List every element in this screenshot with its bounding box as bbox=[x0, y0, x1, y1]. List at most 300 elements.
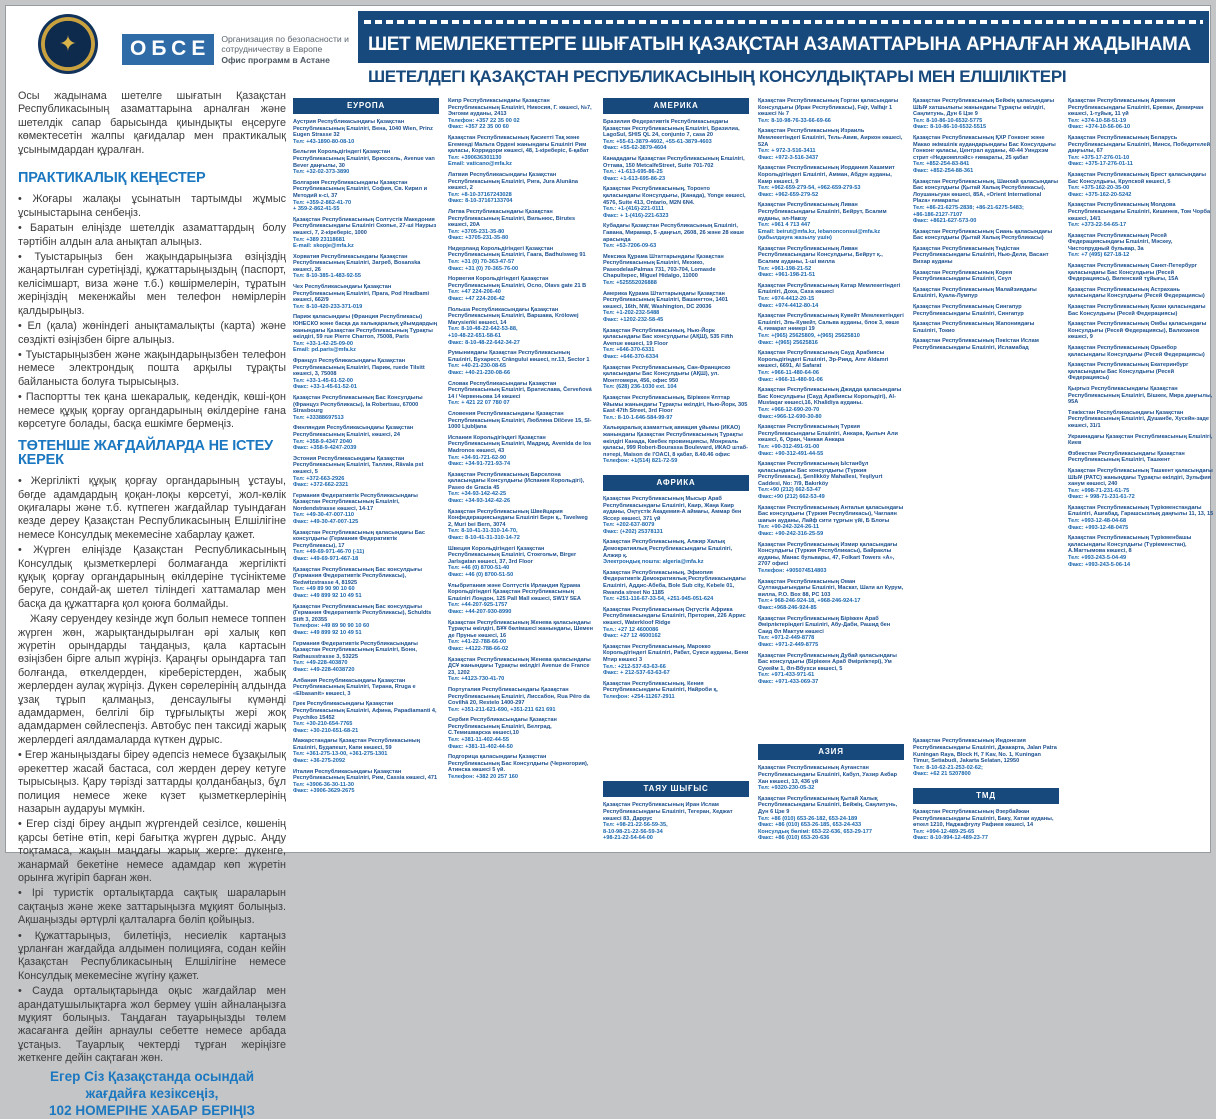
entry-contact-line: Факс: +49-69-971-467-18 bbox=[293, 556, 359, 563]
entry-contact-line: Тел: +372-663-2926 bbox=[293, 475, 345, 482]
entry-name-address: Қазақстан Республикасының, Нью-Йорк қаласындағы Бас консулдығы (АҚШ), 535 Fifth Avenue көшесі, 19 Floor bbox=[603, 327, 734, 347]
entry-name-address: Қазақстан Республикасының Жапониядағы Елшілігі, Токио bbox=[913, 321, 1035, 334]
entry-contact-line: Факс: 8-10-48-22-642-34-27 bbox=[448, 339, 520, 346]
entry-contact-line: Тел: +962-659-279-54, +962-659-279-53 bbox=[758, 185, 861, 192]
entry-contact-line: Тел: +31 (0) 70-363-47-57 bbox=[448, 259, 515, 266]
entry-name-address: Қазақстан Республикасының Женева қаласындағы ДСҰ жанындағы Тұрақты өкілдігі Avenue de France 23, 1202 bbox=[448, 656, 591, 676]
entry-contact-line: Тел: +993-243-5-04-49 bbox=[1068, 555, 1127, 562]
entry-name-address: Қазақстан Республикасының Иордания Хашимит Корольдігіндегі Елшілігі, Амман, Абдун ауданы, Камр көшесі, 9 bbox=[758, 165, 895, 185]
entry-contact-line: Тел: +389 23118681 bbox=[293, 236, 345, 243]
entry-contact-line: Факс: +1202-232-58-45 bbox=[603, 317, 664, 324]
directory-entry bbox=[1068, 321, 1214, 341]
entry-name-address: Қазақстан Республикасының Бас Консулдығы (Француз Республикасы), la Robertsau, 67000 Strasbourg bbox=[293, 394, 423, 415]
entry-contact-line: Факс: +86 (010) 653-20-636 bbox=[758, 835, 830, 842]
entry-name-address: Қазақстан Республикасының Израиль Мемлекетіндегі Елшілігі, Тель-Авив, Аиркон көшесі, 52А bbox=[758, 128, 903, 148]
sidebar-sections bbox=[18, 163, 286, 1068]
entry-contact-line: Email: pd.paris@mfa.kz bbox=[293, 347, 356, 354]
entry-name-address: Швеция Корольдігіндегі Қазақстан Республикасының Елшілігі, Стокгольм, Birger Jarlsgatan көшесі, 37, 3rd Floor bbox=[448, 545, 577, 565]
entry-contact-line: Тел: (628) 236-1030 ext. 104 bbox=[603, 384, 677, 391]
entry-contact-line: Факс: +34-91-721-93-74 bbox=[448, 461, 511, 468]
entry-contact-line: Электрондық пошта: algeria@mfa.kz bbox=[603, 559, 704, 566]
directory-entry bbox=[448, 172, 594, 205]
directory-entry bbox=[293, 456, 439, 489]
entry-contact-line: Тел: +966-12-690-20-70 bbox=[758, 406, 820, 413]
entry-contact-line: Тел: + 972-3-516-3411 bbox=[758, 148, 816, 155]
directory-entry bbox=[603, 395, 749, 421]
entry-contact-line: Тел: +202-637-8079 bbox=[603, 522, 655, 529]
entry-name-address: Бразилия Федеративтік Республикасындағы Қазақстан Республикасының Елшілігі, Бразилиа, LagoSul, SHIS QL 24, conjunto 7, casa 20 bbox=[603, 119, 740, 139]
directory-column-6 bbox=[1068, 98, 1214, 846]
entry-contact-line: Тел.: +27 12 4600086 bbox=[603, 626, 659, 633]
directory-entry bbox=[603, 496, 749, 536]
entry-name-address: Литва Республикасындағы Қазақстан Республикасының Елшілігі, Вильнюс, Birutes көшесі, 20А bbox=[448, 208, 576, 229]
entry-name-address: Албания Республикасындағы Қазақстан Республикасының Елшілігі, Тирана, Rruga e «Elbasanit» көшесі, 3 bbox=[293, 677, 416, 697]
entry-name-address: Қазақстан Республикасының Армения Республикасындағы Елшілігі, Ереван, Демирчан көшесі, 1-тұйық, 11 үй bbox=[1068, 98, 1204, 118]
emergency-notice-line2: 102 НОМЕРІНЕ ХАБАР БЕРІҢІЗ bbox=[49, 1102, 255, 1118]
title-bar bbox=[358, 11, 1209, 63]
entry-contact-line: Тел: +971-433-971-61 bbox=[758, 672, 815, 679]
directory-column-1 bbox=[293, 98, 439, 846]
directory-entry bbox=[293, 493, 439, 526]
entry-name-address: Қазақстан Республикасының ҚХР Гонконг және Макао әкімшілік аудандарындағы Бас Консулдығы Гонконг қаласы, Централ ауданы, 40-44 Уиндхэм стрит «Недкомплэйс» ғимараты, 25 қабат bbox=[913, 134, 1056, 161]
directory-entry bbox=[448, 350, 594, 376]
entry-name-address: Қазақстан Республикасының Ресей Федерациясындағы Елшілігі, Мәскеу, Чистопрудный бульвар, 3а bbox=[1068, 232, 1173, 252]
entry-contact-line: Факс: +86 (010) 653-26-185, 653-24-433 bbox=[758, 822, 862, 829]
entry-contact-line: Факс: 8-10-41-31-310-14-72 bbox=[448, 535, 520, 542]
sidebar-section-heading: ТӨТЕНШЕ ЖАҒДАЙЛАРДА НЕ ІСТЕУ КЕРЕК bbox=[18, 438, 273, 468]
directory-column-4 bbox=[758, 98, 904, 846]
entry-name-address: Сербия Республикасындағы Қазақстан Республикасының Елшілігі, Белград, С.Темишварска көшесі,10 bbox=[448, 717, 557, 737]
entry-contact-line: Факс: +8621-627-573-00 bbox=[913, 218, 977, 225]
osce-caption bbox=[221, 34, 349, 65]
directory-entry bbox=[758, 98, 904, 124]
entry-contact-line: Факс: +1-613-695-86-23 bbox=[603, 175, 666, 182]
entry-contact-line: Факс: +34-93-142-42-26 bbox=[448, 498, 511, 505]
sidebar-bullet-item: • Сауда орталықтарында оқыс жағдайлар мен арандатушылықтарға жол бермеу үшін айналаңызға мұқият болыңыз. Таңдаған тауарыңызды төлем жасағанға дейін арнаулы себетте немесе арбада ұстаңыз. Тауарлық чектерді тұрған жеріңізге жеткенге дейін сақтаған жөн. bbox=[18, 985, 286, 1065]
directory-entry bbox=[758, 579, 904, 612]
entry-contact-line: Факс: +3705-231-35-80 bbox=[448, 235, 509, 242]
directory-entry bbox=[293, 567, 439, 600]
emergency-notice bbox=[18, 1068, 286, 1119]
entry-name-address: Қазақстан Республикасының Измир қаласындағы Консулдығы (Түркия Республикасы), Байраклы ауданы, Манас бульвары, 47, Folkart Towers «A», 2707 офисі bbox=[758, 541, 898, 568]
entry-contact-line: Факс: +646-370-6334 bbox=[603, 354, 659, 360]
entry-name-address: Германия Федеративтік Республикасындағы Қазақстан Республикасының Елшілігі, Nordendstrasse көшесі, 14-17 bbox=[293, 492, 418, 512]
entry-contact-line: Факс: +372-662-2321 bbox=[293, 482, 349, 489]
entry-contact-line: Тел: +55-61-3879-4602, +55-61-3879-4603 bbox=[603, 138, 712, 145]
directory-entry bbox=[603, 607, 749, 640]
entry-name-address: Канададағы Қазақстан Республикасының Елшілігі, Оттава, 150 MetcalfeStreet, Suite 701-702 bbox=[603, 155, 745, 169]
entry-contact-line: Тел: +3906-36-30-11-30 bbox=[293, 781, 354, 788]
entry-contact-line: Факс: +3906-3629-2675 bbox=[293, 788, 355, 795]
entry-contact-line: Тел: +3705-231-35-80 bbox=[448, 228, 505, 235]
directory-entry bbox=[1068, 468, 1214, 501]
entry-name-address: Қазақстан Республикасының Түрікменстандағы Елшілігі, Ашғабад, Гарашсызлық даңғылы 11, 13, 15 bbox=[1068, 504, 1214, 518]
directory-entry bbox=[293, 180, 439, 213]
entry-name-address: Қазақстан Республикасының, Біріккен Ұлттар Ұйымы жанындағы Тұрақты өкілдігі, Нью-Йорк, 305 East 47th Street, 3rd Floor bbox=[603, 394, 748, 415]
directory-entry bbox=[1068, 386, 1214, 406]
directory-entry bbox=[448, 472, 594, 505]
entry-contact-line: Тел: +375-17-276-01-10 bbox=[1068, 154, 1130, 161]
osce-caption-line2: сотрудничеству в Европе bbox=[221, 44, 323, 55]
entry-contact-line: Факс: +30-210-651-68-21 bbox=[293, 727, 359, 734]
entry-name-address: Бельгия Корольдігіндегі Қазақстан Республикасының Елшілігі, Брюссель, Avenue van Bever даңғылы, 30 bbox=[293, 149, 435, 169]
directory-entry bbox=[448, 620, 594, 653]
sidebar-bullet-item: • Ірі туристік орталықтарда сақтық шараларын сақтаңыз және жеке заттарыңызға мұқият болыңыз. Ақшаңызды әртүрлі қалталарға бөліп қойыңыз. bbox=[18, 887, 286, 927]
entry-name-address: Қазақстан Республикасының Швейцария Конфедерациясындағы Елшілігі Берн қ., Tavelweg 2, Muri bei Bern, 3074 bbox=[448, 508, 588, 528]
directory-entry bbox=[1068, 172, 1214, 198]
entry-contact-line: Тел: +375-162-20-35-00 bbox=[1068, 185, 1130, 192]
entry-name-address: Нидерланд Корольдігіндегі Қазақстан Республикасының Елшілігі, Гаага, Badhuisweg 91 bbox=[448, 245, 586, 259]
entry-name-address: Испания Корольдігіндегі Қазақстан Республикасының Елшілігі, Мадрид, Avenida de los Madronos көшесі, 43 bbox=[448, 434, 592, 454]
osce-logo: ОБСЕ bbox=[122, 34, 214, 65]
directory-entry bbox=[448, 307, 594, 347]
entry-name-address: Қазақстан Республикасының Астрахань қаласындағы Консулдығы (Ресей Федерациясы) bbox=[1068, 286, 1205, 300]
directory-entry bbox=[448, 246, 594, 272]
entry-contact-line: Тел: +33388697513 bbox=[293, 414, 344, 421]
entry-contact-line: Тел: 8-10-48-22-642-53-88, bbox=[448, 326, 518, 333]
entry-contact-line: Тел: +86 (010) 653-26-182, 653-24-189 bbox=[758, 815, 858, 822]
entry-contact-line: Факс: +374-10-56-06-10 bbox=[1068, 124, 1131, 131]
directory-entry bbox=[913, 179, 1059, 225]
entry-contact-line: Тел: +49-69-971-46-70 (-11) bbox=[293, 549, 365, 556]
kazakhstan-emblem-logo bbox=[38, 14, 98, 74]
entry-contact-line: Факс: +357 22 35 00 60 bbox=[448, 124, 509, 131]
region-section-header: АМЕРИКА bbox=[603, 98, 749, 114]
directory-entry bbox=[448, 98, 594, 131]
directory-entry bbox=[758, 387, 904, 420]
entry-contact-line: Факс: (+202) 25378131 bbox=[603, 528, 663, 535]
entry-contact-line: Факс: +381-11-402-44-50 bbox=[448, 743, 513, 750]
entry-name-address: Польша Республикасындағы Қазақстан Республикасының Елшілігі, Варшава, Królowej Marysieńki көшесі, 14 bbox=[448, 306, 579, 326]
directory-entry bbox=[758, 246, 904, 279]
entry-contact-line: Тел: 8-10-385-1-483-92-55 bbox=[293, 273, 361, 280]
entry-contact-line: Тел: +98-21-22-56-59-35, bbox=[603, 822, 668, 829]
sidebar-bullet-item: • Баратын еліңізде шетелдік азаматтардың болу тәртібін алдын ала анықтап алыңыз. bbox=[18, 222, 286, 248]
entry-name-address: Германия Федеративтік Республикасындағы Қазақстан Республикасының Елшілігі, Бонн, Rathausstrasse 3, 53225 bbox=[293, 640, 418, 660]
entry-name-address: Қырғыз Республикасындағы Қазақстан Республикасының Елшілігі, Бішкек, Мира даңғылы, 95А bbox=[1068, 385, 1213, 406]
directory-entry bbox=[603, 291, 749, 324]
entry-name-address: Чех Республикасындағы Қазақстан Республикасының Елшілігі, Прага, Pod Hradbami көшесі, 662/9 bbox=[293, 284, 430, 304]
entry-name-address: Қазақстан Республикасының Бас консулдығы (Германия Федеративтік Республикасы), Redwitzstrasse 4, 81925 bbox=[293, 566, 422, 586]
entry-contact-line: Факс: +62 21 5207800 bbox=[913, 771, 971, 778]
entry-contact-line: Тел:+ 968-246-924-18, +968-246-924-17 bbox=[758, 598, 861, 605]
region-section-header: АЗИЯ bbox=[758, 744, 904, 760]
entry-contact-line: +10-48-22-651-58-61 bbox=[448, 333, 502, 339]
entry-contact-line: Тел: +(965) 25625809, +(965) 25625810 bbox=[758, 333, 860, 339]
directory-entry bbox=[448, 135, 594, 168]
entry-name-address: Париж қаласындағы (Франция Республикасы) ЮНЕСКО және басқа да халықаралық ұйымдардың жанындағы Қазақстан Республикасының Тұрақты өкілдігі, 59 rue Pierre Charron, 75008, Paris bbox=[293, 314, 438, 341]
entry-contact-line: Факс: +972-3-516-3437 bbox=[758, 154, 819, 161]
entry-contact-line: +98-21-22-54-64-00 bbox=[603, 835, 653, 842]
directory-entry bbox=[913, 809, 1059, 842]
entry-name-address: Грек Республикасындағы Қазақстан Республикасының Елшілігі, Афина, Papadiamanti 4, Psychiko 15452 bbox=[293, 701, 437, 721]
entry-contact-line: Факс: 8-10-994-12-489-23-77 bbox=[913, 835, 988, 842]
emblem-eagle-icon: ✦ bbox=[58, 31, 78, 56]
entry-name-address: Мажарстандағы Қазақстан Республикасының Елшілігі, Будапешт, Капи көшесі, 59 bbox=[293, 738, 421, 751]
entry-contact-line: Тел: 8-10-420-233-371-019 bbox=[293, 303, 363, 310]
entry-contact-line: Факс: 8-10-86-10-6532-5515 bbox=[913, 124, 987, 131]
sidebar-bullet-item: • Жоғары жалақы ұсынатын тартымды жұмыс ұсыныстарына сенбеңіз. bbox=[18, 193, 286, 219]
directory-entry bbox=[448, 754, 594, 780]
directory-entry bbox=[603, 186, 749, 219]
entry-name-address: Қазақстан Республикасының Дубай қаласындағы Бас консулдығы (Біріккен Араб Әмірліктері), Ум Сукейм 1, Әл-Вбухси көшесі, 5 bbox=[758, 652, 897, 672]
entry-contact-line: Тел: 8-10-62-21-253-02-62; bbox=[913, 764, 983, 771]
entry-contact-line: Факс: +44-207-930-8990 bbox=[448, 608, 512, 615]
entry-name-address: Қазақстан Республикасының Мысыр Араб Республикасындағы Елшілігі, Каир, Жаңа Каир ауданы, Оңтүстік Академия-А аймағы, Аммар бен Яссер көшесі, 371 үй bbox=[603, 495, 742, 522]
entry-contact-line: Факс:+90 (212) 662-53-49 bbox=[758, 494, 825, 501]
directory-entry bbox=[758, 616, 904, 649]
directory-entry bbox=[1068, 287, 1214, 300]
entry-name-address: Қазақстан Республикасының Пәкістан Ислам Республикасындағы Елшілігі, Исламабад bbox=[913, 338, 1039, 351]
directory-entry bbox=[448, 276, 594, 302]
entry-contact-line: Факс: +49-30-47-007-125 bbox=[293, 519, 359, 526]
directory-entry bbox=[603, 425, 749, 465]
entry-name-address: Финляндия Республикасындағы Қазақстан Республикасының Елшілігі, көшесі, 24 bbox=[293, 425, 414, 438]
entry-contact-line: Тел.: +1-(416)-221-0111 bbox=[603, 206, 664, 213]
directory-entry bbox=[913, 738, 1059, 778]
entry-contact-line: Тел: +994-12-489-25-65 bbox=[913, 828, 975, 835]
entry-name-address: Қазақстан Республикасының Брест қаласындағы Бас Консулдығы, Крупской көшесі, 5 bbox=[1068, 171, 1207, 185]
entry-contact-line: Факс: +375-17-276-01-11 bbox=[1068, 161, 1133, 168]
entry-contact-line: Факс: 8-10-37167133704 bbox=[448, 198, 513, 205]
entry-contact-line: Тел: +34-91-721-62-90 bbox=[448, 454, 507, 461]
entry-contact-line: Факс: +33-1-45-61-52-01 bbox=[293, 384, 357, 391]
entry-contact-line: Факс: +971-2-449-8775 bbox=[758, 641, 819, 648]
entry-name-address: Қазақстан Республикасының Джидда қаласындағы Бас Консулдығы (Сауд Арабиясы Корольдігі), Al-Mustaqar көшесі,16, Khalidiya ауданы. bbox=[758, 387, 902, 407]
document-page bbox=[5, 5, 1214, 1118]
entry-contact-line: Тел: +86-21-6275-2838; +86-21-6275-5483; bbox=[913, 204, 1024, 211]
sidebar-bullet-item: • Ел (қала) жөніндегі анықтамалықты (карта) және сөздікті өзіңізбен бірге алыңыз. bbox=[18, 320, 286, 346]
directory-entry bbox=[293, 149, 439, 175]
entry-name-address: Қазақстан Республикасының Беларусь Республикасындағы Елшілігі, Минск, Победителей даңғылы, 67 bbox=[1068, 134, 1211, 155]
directory-entry bbox=[448, 381, 594, 407]
entry-contact-line: Факс: +971-433-069-37 bbox=[758, 678, 819, 685]
directory-entry bbox=[293, 738, 439, 764]
directory-entry bbox=[913, 304, 1059, 317]
directory-entry bbox=[1068, 505, 1214, 531]
entry-contact-line: Факс: +993-12-48-0475 bbox=[1068, 524, 1129, 531]
entry-contact-line: 8-10-98-21-22-56-59-34 bbox=[603, 828, 663, 835]
entry-name-address: Латвия Республикасындағы Қазақстан Республикасының Елшілігі, Рига, Jura Alunāna көшесі, 2 bbox=[448, 171, 578, 192]
entry-name-address: Қазақстан Республикасының, Шанхай қаласындағы Бас консулдығы (Қытай Халық Республикасы), Лоушаньгуан көшесі, 85А, «Orient International Plaza» ғимараты bbox=[913, 178, 1059, 205]
entry-contact-line: Факс: + 998-71-231-61-72 bbox=[1068, 494, 1135, 501]
entry-contact-line: Тел: +53-7206-09-63 bbox=[603, 243, 657, 250]
directory-entry bbox=[1068, 304, 1214, 317]
entry-contact-line: Тел: +998-71-231-61-75 bbox=[1068, 487, 1130, 494]
entry-contact-line: Тел: + 421 22 07 780 07 bbox=[448, 400, 510, 407]
entry-contact-line: Консулдық бөлімі: 653-22-636, 653-29-177 bbox=[758, 828, 873, 835]
entry-contact-line: Факс: +47 224-206-42 bbox=[448, 296, 505, 303]
sidebar-bullet-item: • Жүрген еліңізде Қазақстан Республикасының Консулдық қызметкерлері болмағанда жергілікті құқық қорғау органдарының өкілдеріне түсініктеме беруге, сондай-ақ шетел тіліндегі хаттамалар мен басқа да құжаттарға қол қоюға болмайды. bbox=[18, 544, 286, 610]
entry-name-address: Қазақстан Республикасының, Марокко Корольдігіндегі Елшілігі, Рабат, Сукси ауданы, Бени Мтир көшесі 3 bbox=[603, 643, 749, 663]
entry-contact-line: Тел: +646-370-6331 bbox=[603, 347, 655, 354]
directory-entry bbox=[1068, 345, 1214, 358]
entry-name-address: Қазақстан Республикасының Қазан қаласындағы Бас Консулдығы (Ресей Федерациясы) bbox=[1068, 304, 1206, 317]
directory-entry bbox=[603, 223, 749, 249]
entry-name-address: Қазақстан Республикасының Санкт-Петербург қаласындағы Бас Консулдығы (Ресей Федерациясы), Виленский тұйығы, 15А bbox=[1068, 263, 1198, 283]
directory-entry bbox=[758, 313, 904, 346]
directory-entry bbox=[758, 765, 904, 791]
entry-contact-line: Тел: +361-275-13-00, +361-275-1301 bbox=[293, 751, 388, 758]
entry-contact-line: Факс: +4122-788-66-02 bbox=[448, 645, 509, 652]
entry-name-address: Румыниядағы Қазақстан Республикасының Елшілігі, Бухарест, Crângului көшесі, nr.13, Sector 1 bbox=[448, 350, 590, 363]
entry-contact-line: Факс: +27 12 4600162 bbox=[603, 633, 661, 640]
entry-contact-line: Тел: +7 (495) 627-18-12 bbox=[1068, 252, 1130, 259]
directory-entry bbox=[913, 270, 1059, 283]
directory-entry bbox=[293, 314, 439, 354]
entry-contact-line: + 359-2-862-41-55 bbox=[293, 206, 340, 213]
directory-entry bbox=[1068, 535, 1214, 568]
entry-contact-line: Тел: +971-2-449-8778 bbox=[758, 635, 815, 642]
directory-entry bbox=[603, 644, 749, 677]
entry-contact-line: Факс: +90-312-491-44-55 bbox=[758, 450, 824, 457]
directory-entry bbox=[758, 424, 904, 457]
entry-name-address: Америка Құрама Штаттарындағы Қазақстан Республикасының Елшілігі, Вашингтон, 1401 көшесі, 16th, NW, Washington, DC 20036 bbox=[603, 290, 728, 310]
entry-contact-line: Тел: +40-21-230-08-65 bbox=[448, 363, 507, 370]
entry-name-address: Қазақстан Республикасының Ауғанстан Республикасындағы Елшілігі, Кабул, Уазир Акбар Хан көшесі, 13, 436 үй bbox=[758, 765, 897, 785]
entry-name-address: Қазақстан Республикасының, Кения Республикасындағы Елшілігі, Найроби қ, bbox=[603, 680, 718, 694]
entry-name-address: Қазақстан Республикасының Ливан Республикасындағы Елшілігі, Бейрут, Бсалим ауданы, әл-Навзу bbox=[758, 202, 887, 222]
entry-contact-line: Факс: + 1-(416)-221-6323 bbox=[603, 212, 669, 219]
entry-contact-line: Факс: +852-254-88-361 bbox=[913, 167, 974, 174]
consulate-directory bbox=[293, 98, 1214, 846]
sidebar-paragraph: Жаяу серуендеу кезінде жұп болып немесе топпен жүрген жөн, жарықтандырылған әрі халық көп жүретін орындарды таңдаңыз, қала картасын өзіңізбен бірге алып жүріңіз. Қараңғы орындарға тап болғанда, өткелдерден, кіреберістерден, жабық жерлерден аулақ жүріңіз. Дүкен сөрелерінің алдында ұзақ тұрып қалмаңыз, денсаулығы күмәнді адамдармен, белгілі бір тұрғылықты жері жоқ адамдармен сөйлеспеңіз. Автобус пен таксиді жарық жерлердегі аялдамаларда күткен дұрыс. bbox=[18, 613, 286, 746]
entry-name-address: Португалия Республикасындағы Қазақстан Республикасының Елшілігі, Лиссабон, Rua Pêro da Covilhã 20, Restelo 1400-297 bbox=[448, 686, 590, 707]
entry-contact-line: Тел: +8-10-37167243028 bbox=[448, 191, 512, 198]
entry-contact-line: Тел: +34-93-142-42-25 bbox=[448, 491, 507, 498]
directory-entry bbox=[448, 687, 594, 713]
directory-entry bbox=[913, 287, 1059, 300]
entry-contact-line: Телефон: +254-11267-2911 bbox=[603, 693, 675, 700]
entry-contact-line: Телефон: +49 89 90 90 10 60 bbox=[293, 623, 370, 630]
directory-entry bbox=[293, 425, 439, 451]
entry-name-address: Қазақстан Республикасының Түрікменбашы қаласындағы Консулдығы (Түрікменстан), А.Магтымова көшесі, 8 bbox=[1068, 535, 1192, 555]
entry-contact-line: (қабылдауға жазылу үшін) bbox=[758, 235, 832, 242]
column-spacer bbox=[913, 356, 1059, 739]
entry-name-address: Француз Республикасындағы Қазақстан Республикасының Елшілігі, Париж, ruede Tilsitt көшесі, 3, 75008 bbox=[293, 358, 425, 378]
entry-name-address: Қазақстан Республикасының Катар Мемлекетіндегі Елшілігі, Доха, Саха көшесі bbox=[758, 282, 901, 296]
entry-name-address: Қазақстан Республикасының қаласындағы Бас консулдығы (Германия Федеративтік Республикасы), 17 bbox=[293, 529, 425, 549]
directory-entry bbox=[293, 254, 439, 280]
directory-entry bbox=[758, 505, 904, 538]
entry-contact-line: Факс: +90-242-316-25-59 bbox=[758, 531, 824, 538]
directory-entry bbox=[758, 165, 904, 198]
entry-name-address: Қазақстан Республикасының Индонезия Республикасындағы Елшілігі, Джакарта, Jalan Patra Kuningan Raya, Block H, 7 Kav, No. 1, Kuningan Timur, Setiabudi, Jakarta Selatan, 12950 bbox=[913, 738, 1057, 765]
entry-contact-line: Телефон: +1(514) 821-72-59 bbox=[603, 458, 678, 465]
entry-name-address: Болгария Республикасындағы Қазақстан Республикасының Елшілігі, София, Св. Кирил и Методий к-сі, 37 bbox=[293, 179, 428, 199]
entry-contact-line: Тел: +961-198-21-52 bbox=[758, 265, 812, 272]
directory-entry bbox=[603, 539, 749, 565]
directory-entry bbox=[1068, 451, 1214, 464]
directory-entry bbox=[1068, 434, 1214, 447]
entry-name-address: Қазақстан Республикасының Омбы қаласындағы Консулдығы (Ресей Федерациясы), Валиханов көшесі, 9 bbox=[1068, 321, 1207, 341]
directory-entry bbox=[603, 254, 749, 287]
entry-contact-line: Факс: +966-11-480-91-06 bbox=[758, 376, 823, 383]
entry-name-address: Қазақстан Республикасының Ливан Республикасындағы Консулдығы, Бейрут қ., Бсалим ауданы, 1-ші вилла bbox=[758, 245, 883, 266]
directory-entry bbox=[293, 769, 439, 795]
entry-contact-line: Факс: +(965) 25625816 bbox=[758, 339, 818, 346]
entry-name-address: Қазақстан Республикасының Оман Сұлтандығындағы Елшілігі, Маскат, Шати ал Курум, вилла, P.O. Box 88, PC 103 bbox=[758, 578, 904, 598]
region-section-header: ТМД bbox=[913, 788, 1059, 804]
entry-name-address: Тәжікстан Республикасындағы Қазақстан Республикасының Елшілігі, Душанбе, Хусейн-заде көшесі, 31/1 bbox=[1068, 409, 1210, 429]
entry-name-address: Хорватия Республикасындағы Қазақстан Республикасының Елшілігі, Загреб, Bosanska көшесі, 26 bbox=[293, 253, 421, 273]
entry-contact-line: Тел: +373-22-54-65-17 bbox=[1068, 222, 1127, 229]
entry-contact-line: Тел: +966-11-480-64-06 bbox=[758, 369, 819, 376]
entry-contact-line: Тел: +374-10-58-51-19 bbox=[1068, 117, 1127, 124]
entry-contact-line: Факс:+968-246-924-85 bbox=[758, 604, 817, 611]
directory-entry bbox=[293, 530, 439, 563]
entry-contact-line: Тел: +525552026888 bbox=[603, 280, 657, 287]
entry-name-address: Халықаралық азаматтық авиация ұйымы (ИКАО) жанындағы Қазақстан Республикасының Тұрақты өкілдігі Канада, Квебек провинциясы, Монреаль қаласы, 999 Robert-Bourassa Boulevard, ИКАО штаб-пәтері, Maison de l'OACI, 8 қабат, 8.40.46 офис bbox=[603, 425, 748, 458]
entry-name-address: Қазақстан Республикасының Анталья қаласындағы Бас консулдығы (Түркия Республикасы), Чағлаян шағын ауданы, Лайф сити тұрғын үйі, Б Блоғы bbox=[758, 504, 904, 524]
directory-column-5 bbox=[913, 98, 1059, 846]
entry-contact-line: Тел: +251-116-67-33-54, +251-945-051-624 bbox=[603, 596, 714, 603]
column-spacer bbox=[758, 690, 904, 739]
entry-contact-line: Тел: +46 (0) 8700-51-40 bbox=[448, 565, 510, 572]
directory-entry bbox=[293, 678, 439, 698]
entry-name-address: Қазақстан Республикасының Ыстанбұл қаласындағы Бас консулдығы (Түркия Республикасы), Şenlikköy Mahallesi, Yeşilyurt Caddesi, No: 7/9, Bakırköy bbox=[758, 461, 883, 487]
entry-contact-line: Телефон: +382 20 257 160 bbox=[448, 774, 519, 781]
entry-name-address: Қазақстан Республикасының Сиань қаласындағы Бас консулдығы (Қытай Халық Республикасы) bbox=[913, 228, 1053, 242]
entry-contact-line: Тел: 8-10-86-10-6532-5775 bbox=[913, 117, 983, 124]
sidebar-bullet-item: • Туыстарыңызбен және жақындарыңызбен телефон немесе электрондық пошта арқылы тұрақты байланыста болуға тырысыңыз. bbox=[18, 348, 286, 388]
directory-entry bbox=[603, 802, 749, 842]
sidebar-bullet-item: • Жергілікті құқық қорғау органдарының ұстауы, бөгде адамдардың қоқан-лоқы көрсетуі, жол-көлік оқиғалары және т.б. күтпеген жағдайлар туындаған кезде дереу Қазақстан Республикасының Елшілігіне немесе Консулдық мекемесіне хабарлау қажет. bbox=[18, 475, 286, 541]
entry-name-address: Аустрия Республикасындағы Қазақстан Республикасының Елшілігі, Вена, 1040 Wien, Prinz Eugen Strasse 32 bbox=[293, 119, 433, 139]
entry-name-address: Қазақстан Республикасының Иран Ислам Республикасындағы Елшілігі, Тегеран, Хеджат көшесі 83, Даррус bbox=[603, 802, 733, 822]
entry-name-address: Қазақстан Республикасының Түркия Республикасындағы Елшілігі, Анкара, Қылыч Али көшесі, 6, Оран, Чанкая Анкара bbox=[758, 424, 898, 444]
directory-entry bbox=[293, 217, 439, 250]
directory-entry bbox=[758, 350, 904, 383]
sidebar-bullet-item: • Құжаттарыңыз, билетіңіз, несиелік картаңыз ұрланған жағдайда алдымен полицияға, содан кейін Қазақстан Республикасының Елшілігіне немесе Консулдық мекемесіне жүгіну қажет. bbox=[18, 929, 286, 982]
entry-contact-line: Тел: +351-211-621-690, +351-211 621 691 bbox=[448, 706, 556, 713]
entry-contact-line: Тел: +49 89 90 90 10 60 bbox=[293, 586, 355, 593]
entry-name-address: Кубадағы Қазақстан Республикасының Елшілігі, Гавана, Мирамар, 5 -даңғыл, 2608, 26 және 28 көше арасында bbox=[603, 223, 745, 243]
directory-entry bbox=[758, 283, 904, 309]
entry-contact-line: Тел.: +1-613-695-86-25 bbox=[603, 169, 663, 176]
entry-contact-line: Тел: +9320-230-05-32 bbox=[758, 785, 815, 792]
entry-contact-line: Телефон: +357 22 35 00 02 bbox=[448, 117, 520, 124]
entry-contact-line: Тел: +993-12-48-04-68 bbox=[1068, 518, 1127, 525]
sidebar-bullet-item: • Егер жаныңыздағы біреу әдепсіз немесе бұзақылық әрекеттер жасай бастаса, сол жерден дереу кетуге тырысыңыз. Қару тәрізді заттарды қолданбаңыз, бұл полиция немесе жеке күзет қызметкерлерінің назарын аударуы мүмкін. bbox=[18, 749, 286, 815]
directory-entry bbox=[293, 284, 439, 310]
entry-name-address: Қазақстан Республикасының Қытай Халық Республикасындағы Елшілігі, Бейжің, Саңлитунь, Дун 6 Цзе 9 bbox=[758, 795, 898, 816]
entry-contact-line: Тел: +33-1-42-25-09-00 bbox=[293, 340, 354, 347]
entry-contact-line: Факс: +49 899 92 10 49 51 bbox=[293, 629, 362, 636]
entry-contact-line: Тел: +1-202-232-5488 bbox=[603, 310, 660, 317]
entry-contact-line: Тел.: 8-10-1-646-584-99-97 bbox=[603, 414, 673, 421]
entry-contact-line: Тел: +358-9-4347 2040 bbox=[293, 438, 353, 445]
entry-contact-line: Тел: +852-254-83-841 bbox=[913, 161, 970, 168]
entry-name-address: Қазақстан Республикасының Қасиетті Тақ және Егеменді Мальта Ордені жанындағы Елшілігі Рим қаласы, Корридори көшесі, 48, 1-кіреберіс, 6-қабат bbox=[448, 134, 589, 155]
directory-entry bbox=[1068, 202, 1214, 228]
entry-name-address: Қазақстан Республикасының Корея Республикасындағы Елшілігі, Сеул bbox=[913, 269, 1013, 283]
sidebar-bullet-item: • Туыстарыңыз бен жақындарыңызға өзіңіздің жаңартылған суретіңізді, құжаттарыңыздың (паспорт, келісімшарт, виза және т.б.) көшірмелерін, тұратын жеріңіздің мекенжайы мен телефон нөмірлерін қалдырыңыз. bbox=[18, 251, 286, 317]
entry-name-address: Словак Республикасындағы Қазақстан Республикасының Елшілігі, Братислава, Červeňová 14 / Червеньова 14 көшесі bbox=[448, 380, 592, 400]
directory-entry bbox=[1068, 362, 1214, 382]
directory-entry bbox=[293, 395, 439, 421]
entry-name-address: Қазақстан Республикасының Екатеринбург қаласындағы Бас Консулдығы (Ресей Федерациясы) bbox=[1068, 362, 1189, 382]
entry-name-address: Қазақстан Республикасының, Эфиопия Федеративтік Демократиялық Республикасындағы Елшілігі, Аддис-Абеба, Bole Sub city, Kebele 01, Rwanda street No 1185 bbox=[603, 569, 746, 596]
entry-contact-line: Тел: +30-210-654-7765 bbox=[293, 721, 353, 728]
entry-contact-line: E-mail: skopje@mfa.kz bbox=[293, 243, 354, 250]
region-section-header: ТАЯУ ШЫҒЫС bbox=[603, 781, 749, 797]
directory-entry bbox=[758, 653, 904, 686]
directory-entry bbox=[448, 657, 594, 683]
directory-entry bbox=[913, 321, 1059, 334]
directory-entry bbox=[448, 546, 594, 579]
entry-contact-line: Email: beirut@mfa.kz, lebanonconsul@mfa.kz bbox=[758, 228, 881, 235]
